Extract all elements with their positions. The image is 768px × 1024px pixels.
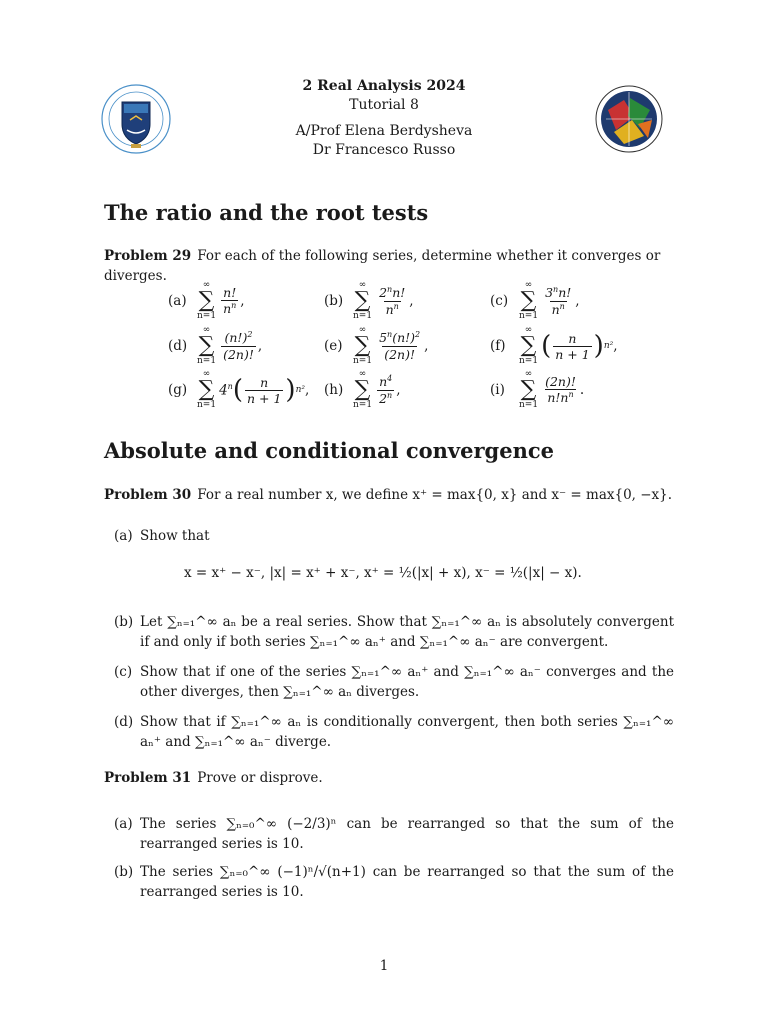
section-title-absolute-conditional: Absolute and conditional convergence [104,438,555,463]
series-d: (d) ∞ ∑ n=1 $\frac{(n!)^2}{(2n)!}$ , [168,325,263,366]
series-label-h: (h) [324,382,344,398]
tutorial-label: Tutorial 8 [349,97,419,113]
series-label-c: (c) [490,293,509,309]
series-label-a: (a) [168,293,187,309]
problem-31-b-label: (b) [114,864,134,880]
problem-30-d-label: (d) [114,714,134,730]
series-e: (e) ∞ ∑ n=1 $\frac{5^n(n!)^2}{(2n)!}$ , [324,325,429,366]
problem-29-text: For each of the following series, determine whether it converges or diverges. [104,248,661,284]
problem-30-a-label: (a) [114,528,133,544]
series-label-e: (e) [324,338,343,354]
problem-30-d-text: Show that if ∑ₙ₌₁^∞ aₙ is conditionally convergent, then both series ∑ₙ₌₁^∞ aₙ⁺ and ∑ₙ₌₁^∞ aₙ⁻ diverge. [140,714,674,750]
problem-31 [104,768,674,788]
problem-30-label: Problem 30 [104,487,192,503]
series-label-g: (g) [168,382,188,398]
series-h: (h) ∞ ∑ n=1 $\frac{n^4}{2^n}$ , [324,369,401,410]
section-title-ratio-root: The ratio and the root tests [104,200,429,225]
problem-30-b-label: (b) [114,614,134,630]
lecturer-1: A/Prof Elena Berdysheva [295,123,473,139]
problem-31-b [114,862,674,902]
series-label-b: (b) [324,293,344,309]
problem-30-a-equation: x = x⁺ − x⁻, |x| = x⁺ + x⁻, x⁺ = ½(|x| + x), x⁻ = ½(|x| − x). [184,565,582,581]
problem-30-b-text: Let ∑ₙ₌₁^∞ aₙ be a real series. Show that ∑ₙ₌₁^∞ aₙ is absolutely convergent if and only if both series ∑ₙ₌₁^∞ aₙ⁺ and ∑ₙ₌₁^∞ aₙ⁻ are convergent. [140,614,674,650]
problem-31-a-label: (a) [114,816,133,832]
problem-29 [104,246,674,286]
problem-30-text: For a real number x, we define x⁺ = max{0, x} and x⁻ = max{0, −x}. [197,487,673,503]
series-label-f: (f) [490,338,506,354]
problem-31-a [114,814,674,854]
problem-29-label: Problem 29 [104,248,192,264]
series-b: (b) ∞ ∑ n=1 $\frac{2^nn!}{n^n}$ , [324,280,414,321]
series-g: (g) ∞ ∑ n=1 4$^n$ ( $\frac{n}{n + 1}$ ) n² , [168,369,310,410]
problem-31-a-text: The series ∑ₙ₌₀^∞ (−2/3)ⁿ can be rearranged so that the sum of the rearranged series is 10. [140,816,674,852]
problem-30 [104,485,674,505]
lecturer-2: Dr Francesco Russo [312,142,456,158]
problem-31-label: Problem 31 [104,770,192,786]
series-label-i: (i) [490,382,505,398]
series-i: (i) ∞ ∑ n=1 $\frac{(2n)!}{n!n^n}$ . [490,369,585,410]
series-a: (a) ∞ ∑ n=1 $\frac{n!}{n^n}$ , [168,280,245,321]
problem-30-c [114,662,674,702]
page-number: 1 [379,958,389,974]
series-f: (f) ∞ ∑ n=1 ( $\frac{n}{n + 1}$ ) n² , [490,325,618,366]
problem-31-text: Prove or disprove. [197,770,323,786]
problem-30-a [114,526,674,546]
problem-30-d [114,712,674,752]
problem-30-a-text: Show that [140,528,210,544]
problem-30-b [114,612,674,652]
problem-30-c-text: Show that if one of the series ∑ₙ₌₁^∞ aₙ⁺ and ∑ₙ₌₁^∞ aₙ⁻ converges and the other diverges, then ∑ₙ₌₁^∞ aₙ diverges. [140,664,674,700]
series-label-d: (d) [168,338,188,354]
problem-31-b-text: The series ∑ₙ₌₀^∞ (−1)ⁿ/√(n+1) can be rearranged so that the sum of the rearranged series is 10. [140,864,674,900]
series-c: (c) ∞ ∑ n=1 $\frac{3^nn!}{n^n}$ , [490,280,580,321]
course-title: 2 Real Analysis 2024 [302,78,466,94]
problem-30-c-label: (c) [114,664,133,680]
